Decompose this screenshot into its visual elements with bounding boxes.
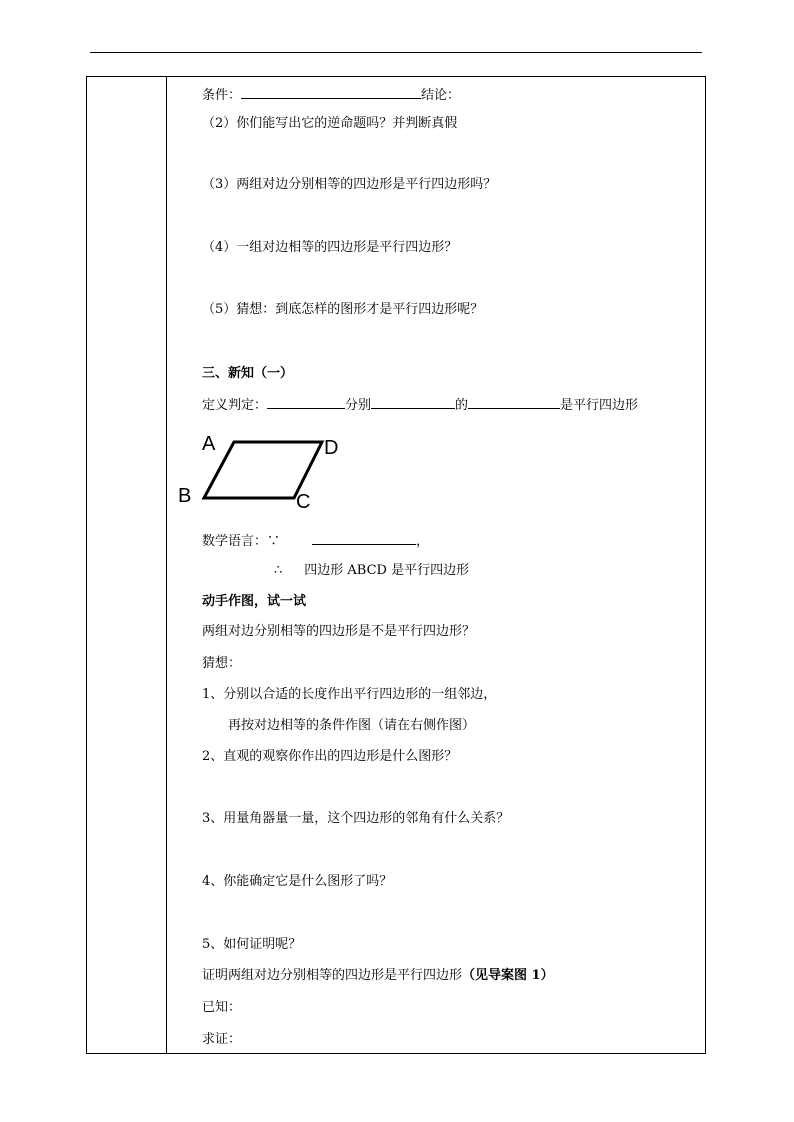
conditions-label: 条件： — [202, 88, 242, 103]
vertex-label-d: D — [324, 437, 339, 459]
conditions-line — [202, 86, 460, 104]
definition-blank-1[interactable] — [267, 396, 345, 409]
known-label: 已知： — [202, 1000, 242, 1015]
definition-blank-2[interactable] — [371, 396, 455, 409]
question-2: （2）你们能写出它的逆命题吗？并判断真假 — [202, 116, 458, 131]
therefore-line — [274, 563, 469, 579]
activity-question: 两组对边分别相等的四边形是不是平行四边形？ — [202, 624, 476, 639]
parallelogram-figure — [176, 430, 346, 516]
prove-label: 求证： — [202, 1032, 242, 1047]
proof-text: 证明两组对边分别相等的四边形是平行四边形 — [202, 968, 463, 983]
conditions-blank[interactable] — [241, 86, 421, 99]
proof-reference: （见导案图 1） — [462, 968, 554, 983]
definition-line — [202, 396, 638, 414]
definition-suffix: 是平行四边形 — [560, 398, 639, 413]
conclusion-label: 结论： — [421, 88, 461, 103]
math-language-label: 数学语言：∵ — [202, 534, 281, 549]
definition-blank-3[interactable] — [468, 396, 560, 409]
step-1b: 再按对边相等的条件作图（请在右侧作图） — [228, 718, 476, 733]
proof-line — [202, 968, 554, 984]
therefore-conclusion: 四边形 ABCD 是平行四边形 — [304, 563, 470, 578]
guess-label: 猜想： — [202, 656, 242, 671]
section-3-heading: 三、新知（一） — [202, 366, 294, 381]
step-5: 5、如何证明呢？ — [202, 937, 302, 952]
vertex-label-b: B — [178, 485, 192, 507]
question-5: （5）猜想：到底怎样的图形才是平行四边形呢？ — [202, 302, 484, 317]
parallelogram-shape — [204, 442, 322, 498]
math-language-line — [202, 532, 429, 550]
math-language-comma: ， — [416, 534, 430, 549]
table-column-divider — [166, 76, 167, 1054]
step-2: 2、直观的观察你作出的四边形是什么图形？ — [202, 749, 458, 764]
step-4: 4、你能确定它是什么图形了吗？ — [202, 874, 393, 889]
definition-mid-1: 分别 — [345, 398, 372, 413]
step-3: 3、用量角器量一量，这个四边形的邻角有什么关系？ — [202, 811, 510, 826]
definition-mid-2: 的 — [455, 398, 469, 413]
question-4: （4）一组对边相等的四边形是平行四边形？ — [202, 240, 458, 255]
question-3: （3）两组对边分别相等的四边形是平行四边形吗？ — [202, 177, 497, 192]
definition-prefix: 定义判定： — [202, 398, 268, 413]
math-language-blank[interactable] — [312, 532, 416, 545]
header-rule — [90, 52, 702, 53]
vertex-label-c: C — [296, 491, 311, 513]
therefore-symbol: ∴ — [274, 563, 283, 578]
activity-heading: 动手作图，试一试 — [202, 594, 307, 609]
step-1a: 1、分别以合适的长度作出平行四边形的一组邻边， — [202, 687, 497, 702]
vertex-label-a: A — [202, 433, 216, 455]
